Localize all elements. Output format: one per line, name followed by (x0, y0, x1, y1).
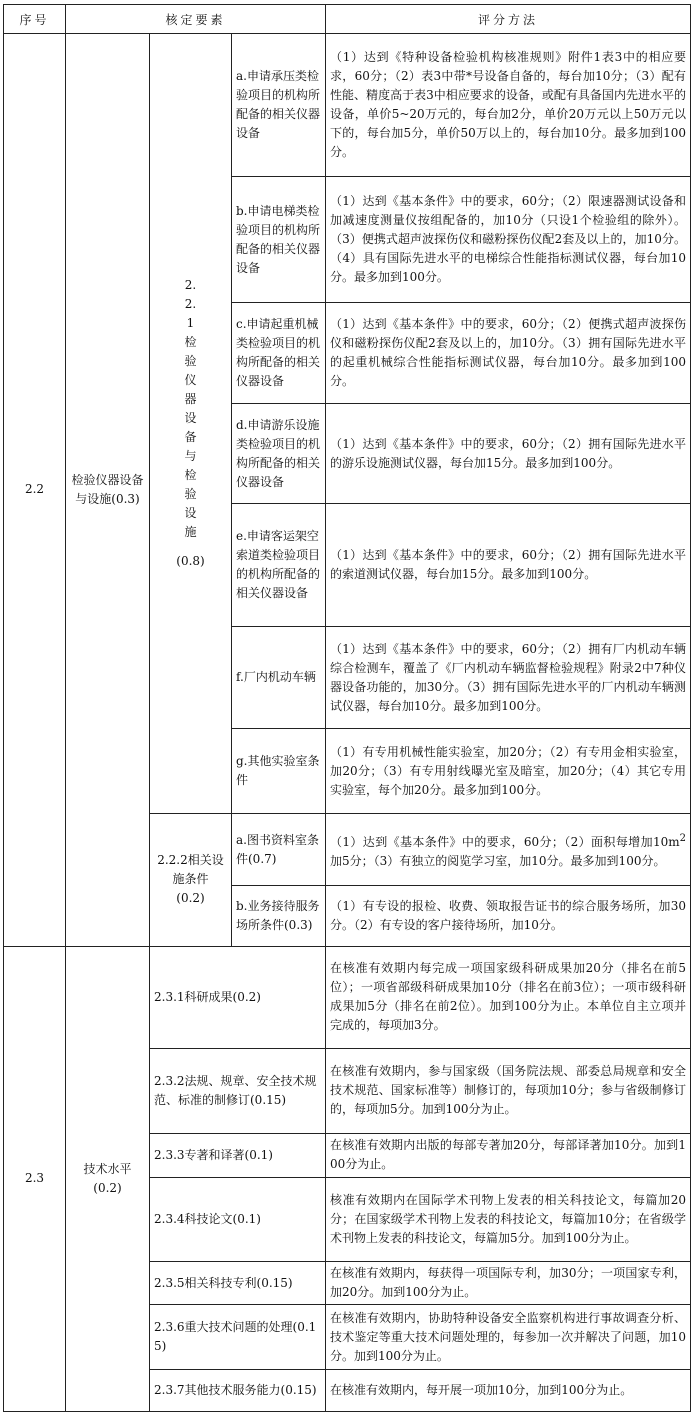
item-method: （1）有专设的报检、收费、领取报告证书的综合服务场所，加30分。（2）有专设的客户接待场所，加10分。 (326, 886, 691, 946)
table-row (4, 946, 691, 1049)
item-method (326, 813, 691, 885)
item-label: e.申请客运架空索道类检验项目的机构所配备的相关仪器设备 (232, 504, 326, 627)
criterion: 2.3.7其他技术服务能力(0.15) (150, 1369, 326, 1411)
criterion-method: 在核准有效期内，每开展一项加10分，加到100分为止。 (326, 1369, 691, 1411)
criterion: 2.3.4科技论文(0.1) (150, 1177, 326, 1261)
item-method: （1）达到《基本条件》中的要求，60分；（2）拥有国际先进水平的索道测试仪器，每台加15分。最多加到100分。 (326, 504, 691, 627)
criterion-method: 在核准有效期内，协助特种设备安全监察机构进行事故调查分析、技术鉴定等重大技术问题处理的，每参加一次并解决了问题，加10分。加到100分为止。 (326, 1305, 691, 1369)
criterion: 2.3.1科研成果(0.2) (150, 946, 326, 1049)
group-weight: (0.8) (176, 553, 205, 568)
item-method: （1）达到《基本条件》中的要求，60分；（2）拥有厂内机动车辆综合检测车，覆盖了《厂内机动车辆监督检验规程》附录2中7种仪器设备功能的，加30分。（3）拥有国际先进水平的厂内机动车辆测试仪器，每台加10分。最多加到100分。 (326, 626, 691, 729)
item-label: b.申请电梯类检验项目的机构所配备的相关仪器设备 (232, 176, 326, 303)
section-requirement: 检验仪器设备与设施(0.3) (66, 34, 150, 947)
item-label: a.图书资料室条件(0.7) (232, 813, 326, 885)
item-method: （1）达到《基本条件》中的要求，60分；（2）限速器测试设备和加减速度测量仪按组配备的，加10分（只设1个检验组的除外）。（3）便携式超声波探伤仪和磁粉探伤仪配2套及以上的，加10分。（4）具有国际先进水平的电梯综合性能指标测试仪器，每台加10分。最多加到100分。 (326, 176, 691, 303)
criterion-method: 在核准有效期内出版的每部专著加20分，每部译著加10分。加到100分为止。 (326, 1133, 691, 1177)
item-label: b.业务接待服务场所条件(0.3) (232, 886, 326, 946)
header-row (4, 5, 691, 34)
table-row (4, 34, 691, 177)
item-method: （1）达到《基本条件》中的要求，60分；（2）拥有国际先进水平的游乐设施测试仪器，每台加15分。最多加到100分。 (326, 403, 691, 504)
section-requirement: 技术水平(0.2) (66, 946, 150, 1411)
criterion-method: 在核准有效期内每完成一项国家级科研成果加20分（排名在前5位）；一项省部级科研成果加10分（排名在前3位）；一项市级科研成果加5分（排名在前2位）。加到100分为止。本单位自主立项并完成的，每项加3分。 (326, 946, 691, 1049)
item-label: d.申请游乐设施类检验项目的机构所配备的相关仪器设备 (232, 403, 326, 504)
scoring-table (3, 4, 691, 1412)
group-weight: (0.2) (176, 891, 205, 906)
item-label: c.申请起重机械类检验项目的机构所配备的相关仪器设备 (232, 303, 326, 404)
criterion: 2.3.5相关科技专利(0.15) (150, 1262, 326, 1305)
header-seq: 序号 (4, 5, 66, 34)
section-seq: 2.2 (4, 34, 66, 947)
criterion: 2.3.3专著和译著(0.1) (150, 1133, 326, 1177)
item-label: a.申请承压类检验项目的机构所配备的相关仪器设备 (232, 34, 326, 177)
method-text: 加5分；（3）有独立的阅览学习室，加10分。最多加到100分。 (330, 853, 666, 868)
item-method: （1）达到《特种设备检验机构核准规则》附件1表3中的相应要求，60分；（2）表3中带*号设备自备的，每台加10分；（3）配有性能、精度高于表3中相应要求的设备，或配有具备国内先进水平的设备，单价5~20万元的，每台加2分，单价20万元以上50万元以下的，每台加5分，单价50万以上的，每台加10分。最多加到100分。 (326, 34, 691, 177)
superscript: 2 (679, 832, 687, 844)
criterion: 2.3.2法规、规章、安全技术规范、标准的制修订(0.15) (150, 1049, 326, 1133)
criterion-method: 在核准有效期内，参与国家级（国务院法规、部委总局规章和安全技术规范、国家标准等）制修订的，每项加10分；参与省级制修订的，每项加5分。加到100分为止。 (326, 1049, 691, 1133)
group-title: 2.2.2相关设施条件 (157, 853, 224, 887)
group-title: 2.2.1检验仪器设备与检验设施 (184, 277, 197, 539)
group-title-cell (150, 34, 232, 814)
item-label: f.厂内机动车辆 (232, 626, 326, 729)
item-method: （1）有专用机械性能实验室，加20分；（2）有专用金相实验室，加20分；（3）有专用射线曝光室及暗室，加20分；（4）其它专用实验室，每个加20分。最多加到100分。 (326, 729, 691, 813)
header-method: 评分方法 (326, 5, 691, 34)
method-text: （1）达到《基本条件》中的要求，60分；（2）面积每增加10m (330, 834, 680, 849)
item-label: g.其他实验室条件 (232, 729, 326, 813)
criterion: 2.3.6重大技术问题的处理(0.15) (150, 1305, 326, 1369)
section-seq: 2.3 (4, 946, 66, 1411)
group-title-cell (150, 813, 232, 946)
criterion-method: 在核准有效期内，每获得一项国际专利，加30分；一项国家专利，加20分。加到100分为止。 (326, 1262, 691, 1305)
item-method: （1）达到《基本条件》中的要求，60分；（2）便携式超声波探伤仪和磁粉探伤仪配2套及以上的，加10分。（3）拥有国际先进水平的起重机械综合性能指标测试仪器，每台加10分。最多加到100分。 (326, 303, 691, 404)
criterion-method: 核准有效期内在国际学术刊物上发表的相关科技论文，每篇加20分；在国家级学术刊物上发表的科技论文，每篇加10分；在省级学术刊物上发表的科技论文，每篇加5分。加到100分为止。 (326, 1177, 691, 1261)
header-requirement: 核定要素 (66, 5, 326, 34)
